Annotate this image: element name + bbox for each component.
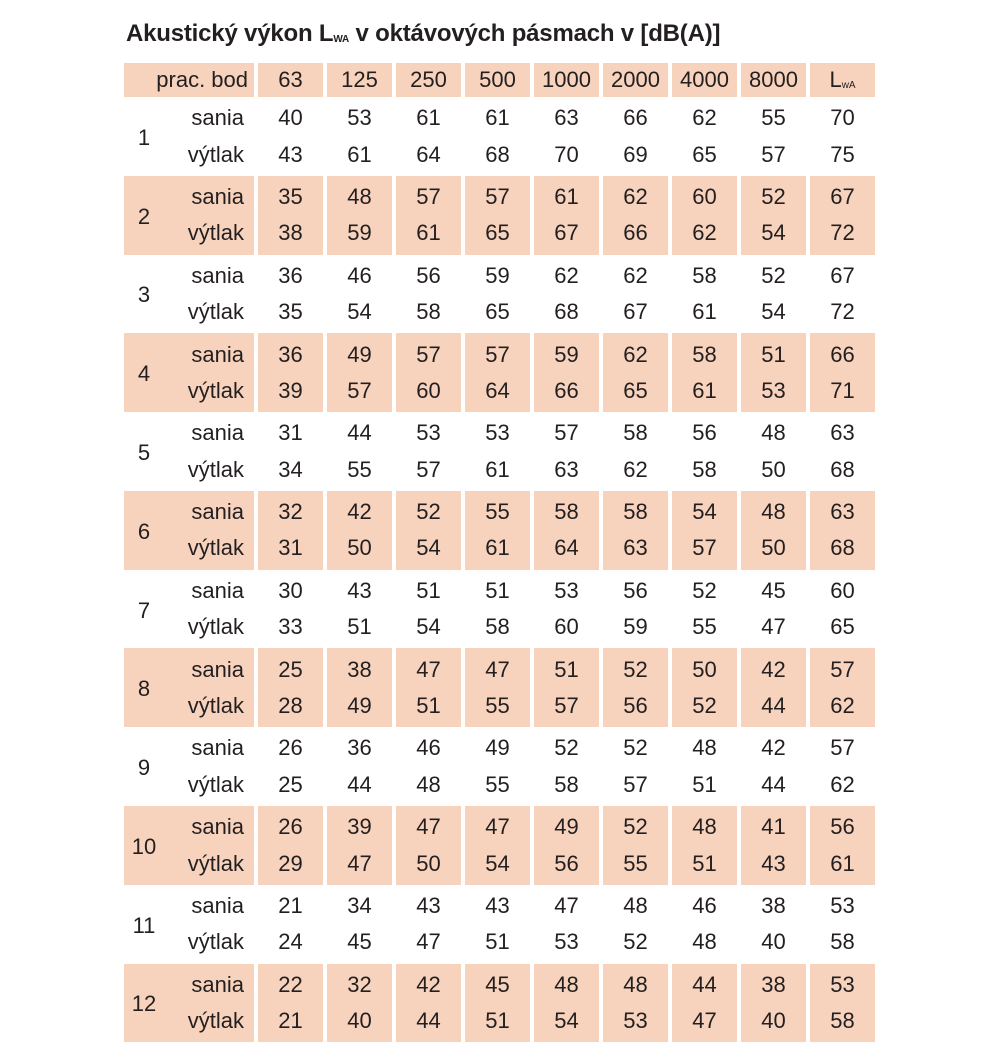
band-value-cell: 61 bbox=[392, 215, 461, 254]
discharge-label: výtlak bbox=[164, 215, 254, 254]
band-value-cell: 48 bbox=[623, 893, 648, 918]
band-value-cell: 51 bbox=[737, 333, 806, 372]
band-value-cell: 34 bbox=[347, 893, 372, 918]
title-text: Akustický výkon L bbox=[126, 20, 334, 47]
band-value-cell: 67 bbox=[530, 215, 599, 254]
band-value-cell: 65 bbox=[485, 299, 510, 325]
band-value-cell: 43 bbox=[416, 893, 441, 918]
table-row bbox=[124, 412, 875, 451]
band-value-cell: 45 bbox=[461, 964, 530, 1003]
table-title bbox=[126, 20, 720, 48]
band-value-cell: 52 bbox=[599, 806, 668, 845]
band-value-cell: 40 bbox=[761, 929, 786, 955]
band-value-cell: 53 bbox=[554, 577, 579, 603]
band-value-cell: 57 bbox=[668, 530, 737, 569]
table-row bbox=[124, 609, 875, 648]
total-lwa-cell: 60 bbox=[830, 577, 855, 603]
band-value-cell: 59 bbox=[623, 614, 648, 640]
band-value-cell: 48 bbox=[692, 929, 717, 955]
table-row bbox=[124, 648, 875, 687]
total-lwa-cell: 65 bbox=[830, 614, 855, 640]
band-value-cell: 65 bbox=[692, 141, 717, 167]
operating-point-number: 4 bbox=[124, 333, 164, 412]
title-suffix: v oktávových pásmach v [dB(A)] bbox=[349, 20, 721, 47]
table-row bbox=[124, 255, 875, 294]
band-value-cell: 57 bbox=[392, 333, 461, 372]
band-value-cell: 62 bbox=[599, 176, 668, 215]
band-value-cell: 63 bbox=[599, 530, 668, 569]
band-value-cell: 48 bbox=[530, 964, 599, 1003]
total-lwa-cell: 63 bbox=[806, 491, 875, 530]
band-value-cell: 61 bbox=[416, 105, 441, 131]
band-value-cell: 50 bbox=[761, 456, 786, 482]
acoustic-power-table bbox=[124, 63, 875, 1042]
header-band: 63 bbox=[254, 63, 323, 97]
band-value-cell: 47 bbox=[461, 806, 530, 845]
band-value-cell: 49 bbox=[530, 806, 599, 845]
band-value-cell: 25 bbox=[254, 648, 323, 687]
header-operating-point: prac. bod bbox=[124, 63, 254, 97]
band-value-cell: 52 bbox=[737, 176, 806, 215]
total-lwa-cell: 62 bbox=[806, 688, 875, 727]
band-value-cell: 47 bbox=[416, 929, 441, 955]
band-value-cell: 58 bbox=[692, 456, 717, 482]
band-value-cell: 49 bbox=[323, 688, 392, 727]
band-value-cell: 42 bbox=[737, 648, 806, 687]
header-band: 4000 bbox=[668, 63, 737, 97]
band-value-cell: 50 bbox=[323, 530, 392, 569]
band-value-cell: 61 bbox=[668, 373, 737, 412]
band-value-cell: 57 bbox=[530, 688, 599, 727]
band-value-cell: 62 bbox=[554, 262, 579, 288]
discharge-label: výtlak bbox=[187, 929, 245, 955]
band-value-cell: 55 bbox=[485, 771, 510, 797]
band-value-cell: 59 bbox=[530, 333, 599, 372]
band-value-cell: 22 bbox=[254, 964, 323, 1003]
band-value-cell: 60 bbox=[668, 176, 737, 215]
band-value-cell: 42 bbox=[761, 735, 786, 761]
band-value-cell: 54 bbox=[530, 1003, 599, 1042]
band-value-cell: 52 bbox=[668, 688, 737, 727]
band-value-cell: 55 bbox=[599, 845, 668, 884]
operating-point-number: 2 bbox=[124, 176, 164, 255]
total-lwa-cell: 53 bbox=[830, 893, 855, 918]
discharge-label: výtlak bbox=[187, 614, 245, 640]
band-value-cell: 66 bbox=[599, 215, 668, 254]
total-lwa-cell: 68 bbox=[830, 456, 855, 482]
operating-point-number: 3 bbox=[137, 282, 151, 308]
band-value-cell: 54 bbox=[761, 299, 786, 325]
band-value-cell: 47 bbox=[323, 845, 392, 884]
band-value-cell: 57 bbox=[554, 420, 579, 446]
band-value-cell: 24 bbox=[278, 929, 303, 955]
band-value-cell: 44 bbox=[347, 771, 372, 797]
band-value-cell: 46 bbox=[416, 735, 441, 761]
discharge-label: výtlak bbox=[164, 373, 254, 412]
band-value-cell: 48 bbox=[323, 176, 392, 215]
band-value-cell: 40 bbox=[278, 105, 303, 131]
total-lwa-cell: 56 bbox=[806, 806, 875, 845]
band-value-cell: 58 bbox=[623, 420, 648, 446]
band-value-cell: 56 bbox=[692, 420, 717, 446]
band-value-cell: 38 bbox=[737, 964, 806, 1003]
band-value-cell: 36 bbox=[347, 735, 372, 761]
operating-point-number: 11 bbox=[132, 912, 156, 938]
band-value-cell: 48 bbox=[416, 771, 441, 797]
band-value-cell: 53 bbox=[737, 373, 806, 412]
band-value-cell: 62 bbox=[623, 456, 648, 482]
band-value-cell: 58 bbox=[530, 491, 599, 530]
band-value-cell: 64 bbox=[416, 141, 441, 167]
table-body bbox=[124, 97, 875, 1042]
band-value-cell: 53 bbox=[416, 420, 441, 446]
table-row bbox=[124, 767, 875, 806]
band-value-cell: 47 bbox=[461, 648, 530, 687]
suction-label: sania bbox=[191, 420, 245, 446]
band-value-cell: 66 bbox=[530, 373, 599, 412]
band-value-cell: 55 bbox=[461, 688, 530, 727]
band-value-cell: 25 bbox=[278, 771, 303, 797]
band-value-cell: 31 bbox=[254, 530, 323, 569]
band-value-cell: 46 bbox=[692, 893, 717, 918]
discharge-label: výtlak bbox=[187, 299, 245, 325]
band-value-cell: 48 bbox=[668, 806, 737, 845]
band-value-cell: 63 bbox=[554, 456, 579, 482]
band-value-cell: 60 bbox=[392, 373, 461, 412]
band-value-cell: 58 bbox=[599, 491, 668, 530]
band-value-cell: 54 bbox=[416, 614, 441, 640]
band-value-cell: 21 bbox=[254, 1003, 323, 1042]
band-value-cell: 30 bbox=[278, 577, 303, 603]
table-row bbox=[124, 727, 875, 766]
band-value-cell: 54 bbox=[737, 215, 806, 254]
header-band: 125 bbox=[323, 63, 392, 97]
band-value-cell: 28 bbox=[254, 688, 323, 727]
band-value-cell: 48 bbox=[761, 420, 786, 446]
band-value-cell: 47 bbox=[392, 648, 461, 687]
band-value-cell: 59 bbox=[485, 262, 510, 288]
suction-label: sania bbox=[191, 577, 245, 603]
band-value-cell: 51 bbox=[668, 845, 737, 884]
table-row bbox=[124, 806, 875, 845]
discharge-label: výtlak bbox=[187, 771, 245, 797]
band-value-cell: 43 bbox=[347, 577, 372, 603]
band-value-cell: 52 bbox=[392, 491, 461, 530]
band-value-cell: 32 bbox=[254, 491, 323, 530]
band-value-cell: 43 bbox=[485, 893, 510, 918]
table-row bbox=[124, 1003, 875, 1042]
operating-point-number: 1 bbox=[137, 124, 151, 150]
band-value-cell: 47 bbox=[668, 1003, 737, 1042]
total-lwa-cell: 63 bbox=[830, 420, 855, 446]
table-row bbox=[124, 688, 875, 727]
band-value-cell: 40 bbox=[323, 1003, 392, 1042]
band-value-cell: 56 bbox=[416, 262, 441, 288]
band-value-cell: 58 bbox=[416, 299, 441, 325]
band-value-cell: 63 bbox=[554, 105, 579, 131]
band-value-cell: 50 bbox=[668, 648, 737, 687]
suction-label: sania bbox=[164, 176, 254, 215]
band-value-cell: 61 bbox=[461, 530, 530, 569]
band-value-cell: 51 bbox=[485, 577, 510, 603]
band-value-cell: 45 bbox=[347, 929, 372, 955]
discharge-label: výtlak bbox=[164, 530, 254, 569]
header-total-lwa bbox=[806, 63, 875, 97]
band-value-cell: 54 bbox=[392, 530, 461, 569]
total-lwa-cell: 67 bbox=[830, 262, 855, 288]
table-row bbox=[124, 136, 875, 175]
band-value-cell: 43 bbox=[278, 141, 303, 167]
band-value-cell: 42 bbox=[392, 964, 461, 1003]
table-row bbox=[124, 491, 875, 530]
discharge-label: výtlak bbox=[164, 1003, 254, 1042]
band-value-cell: 49 bbox=[485, 735, 510, 761]
band-value-cell: 47 bbox=[392, 806, 461, 845]
band-value-cell: 58 bbox=[485, 614, 510, 640]
band-value-cell: 52 bbox=[599, 648, 668, 687]
header-band: 500 bbox=[461, 63, 530, 97]
total-lwa-cell: 70 bbox=[830, 105, 855, 131]
suction-label: sania bbox=[191, 105, 245, 131]
band-value-cell: 47 bbox=[761, 614, 786, 640]
band-value-cell: 54 bbox=[668, 491, 737, 530]
band-value-cell: 62 bbox=[599, 333, 668, 372]
discharge-label: výtlak bbox=[187, 456, 245, 482]
total-lwa-cell: 72 bbox=[830, 299, 855, 325]
table-row bbox=[124, 294, 875, 333]
band-value-cell: 51 bbox=[347, 614, 372, 640]
band-value-cell: 35 bbox=[278, 299, 303, 325]
table-row bbox=[124, 97, 875, 136]
suction-label: sania bbox=[164, 491, 254, 530]
operating-point-number: 6 bbox=[124, 491, 164, 570]
total-lwa-cell: 58 bbox=[806, 1003, 875, 1042]
total-lwa-cell: 67 bbox=[806, 176, 875, 215]
band-value-cell: 57 bbox=[461, 176, 530, 215]
band-value-cell: 52 bbox=[761, 262, 786, 288]
table-row bbox=[124, 570, 875, 609]
total-lwa-cell: 58 bbox=[830, 929, 855, 955]
band-value-cell: 54 bbox=[461, 845, 530, 884]
band-value-cell: 53 bbox=[599, 1003, 668, 1042]
band-value-cell: 68 bbox=[554, 299, 579, 325]
table-row bbox=[124, 845, 875, 884]
band-value-cell: 50 bbox=[392, 845, 461, 884]
suction-label: sania bbox=[164, 806, 254, 845]
band-value-cell: 52 bbox=[623, 735, 648, 761]
suction-label: sania bbox=[164, 333, 254, 372]
header-band: 2000 bbox=[599, 63, 668, 97]
band-value-cell: 61 bbox=[485, 456, 510, 482]
band-value-cell: 70 bbox=[554, 141, 579, 167]
band-value-cell: 32 bbox=[323, 964, 392, 1003]
band-value-cell: 56 bbox=[599, 688, 668, 727]
band-value-cell: 64 bbox=[530, 530, 599, 569]
band-value-cell: 49 bbox=[323, 333, 392, 372]
band-value-cell: 46 bbox=[347, 262, 372, 288]
table-row bbox=[124, 964, 875, 1003]
band-value-cell: 64 bbox=[461, 373, 530, 412]
band-value-cell: 39 bbox=[254, 373, 323, 412]
discharge-label: výtlak bbox=[164, 688, 254, 727]
table-row bbox=[124, 176, 875, 215]
band-value-cell: 59 bbox=[323, 215, 392, 254]
operating-point-number: 10 bbox=[124, 806, 164, 885]
band-value-cell: 36 bbox=[254, 333, 323, 372]
band-value-cell: 26 bbox=[278, 735, 303, 761]
operating-point-number: 9 bbox=[137, 755, 151, 781]
band-value-cell: 52 bbox=[692, 577, 717, 603]
operating-point-number: 12 bbox=[124, 964, 164, 1042]
band-value-cell: 55 bbox=[761, 105, 786, 131]
band-value-cell: 62 bbox=[623, 262, 648, 288]
table-row bbox=[124, 530, 875, 569]
suction-label: sania bbox=[164, 648, 254, 687]
band-value-cell: 56 bbox=[530, 845, 599, 884]
band-value-cell: 58 bbox=[692, 262, 717, 288]
suction-label: sania bbox=[164, 964, 254, 1003]
band-value-cell: 62 bbox=[692, 105, 717, 131]
band-value-cell: 55 bbox=[347, 456, 372, 482]
header-band: 1000 bbox=[530, 63, 599, 97]
table-row bbox=[124, 373, 875, 412]
band-value-cell: 54 bbox=[347, 299, 372, 325]
total-lwa-cell: 62 bbox=[830, 771, 855, 797]
band-value-cell: 57 bbox=[761, 141, 786, 167]
total-lwa-cell: 72 bbox=[806, 215, 875, 254]
band-value-cell: 61 bbox=[347, 141, 372, 167]
band-value-cell: 51 bbox=[530, 648, 599, 687]
band-value-cell: 58 bbox=[668, 333, 737, 372]
lwa-letter: L bbox=[829, 67, 842, 92]
band-value-cell: 58 bbox=[554, 771, 579, 797]
suction-label: sania bbox=[191, 893, 245, 918]
band-value-cell: 57 bbox=[461, 333, 530, 372]
band-value-cell: 53 bbox=[554, 929, 579, 955]
band-value-cell: 68 bbox=[485, 141, 510, 167]
band-value-cell: 51 bbox=[692, 771, 717, 797]
total-lwa-cell: 57 bbox=[806, 648, 875, 687]
table-row bbox=[124, 885, 875, 924]
table-row bbox=[124, 452, 875, 491]
header-band: 8000 bbox=[737, 63, 806, 97]
band-value-cell: 51 bbox=[461, 1003, 530, 1042]
band-value-cell: 52 bbox=[623, 929, 648, 955]
band-value-cell: 39 bbox=[323, 806, 392, 845]
band-value-cell: 66 bbox=[623, 105, 648, 131]
band-value-cell: 31 bbox=[278, 420, 303, 446]
band-value-cell: 61 bbox=[485, 105, 510, 131]
band-value-cell: 38 bbox=[323, 648, 392, 687]
table-row bbox=[124, 333, 875, 372]
band-value-cell: 48 bbox=[737, 491, 806, 530]
band-value-cell: 50 bbox=[737, 530, 806, 569]
band-value-cell: 26 bbox=[254, 806, 323, 845]
band-value-cell: 38 bbox=[761, 893, 786, 918]
band-value-cell: 45 bbox=[761, 577, 786, 603]
band-value-cell: 21 bbox=[278, 893, 303, 918]
discharge-label: výtlak bbox=[187, 141, 245, 167]
band-value-cell: 44 bbox=[392, 1003, 461, 1042]
band-value-cell: 48 bbox=[599, 964, 668, 1003]
band-value-cell: 29 bbox=[254, 845, 323, 884]
band-value-cell: 44 bbox=[737, 688, 806, 727]
band-value-cell: 53 bbox=[347, 105, 372, 131]
band-value-cell: 57 bbox=[392, 176, 461, 215]
total-lwa-cell: 71 bbox=[806, 373, 875, 412]
lwa-label bbox=[829, 67, 855, 93]
band-value-cell: 67 bbox=[623, 299, 648, 325]
band-value-cell: 34 bbox=[278, 456, 303, 482]
band-value-cell: 48 bbox=[692, 735, 717, 761]
band-value-cell: 53 bbox=[485, 420, 510, 446]
band-value-cell: 44 bbox=[347, 420, 372, 446]
title-subscript: WA bbox=[333, 34, 350, 45]
band-value-cell: 47 bbox=[554, 893, 579, 918]
band-value-cell: 41 bbox=[737, 806, 806, 845]
operating-point-number: 7 bbox=[137, 597, 151, 623]
band-value-cell: 62 bbox=[668, 215, 737, 254]
band-value-cell: 44 bbox=[668, 964, 737, 1003]
total-lwa-cell: 75 bbox=[830, 141, 855, 167]
band-value-cell: 57 bbox=[323, 373, 392, 412]
band-value-cell: 44 bbox=[761, 771, 786, 797]
total-lwa-cell: 57 bbox=[830, 735, 855, 761]
total-lwa-cell: 66 bbox=[806, 333, 875, 372]
discharge-label: výtlak bbox=[164, 845, 254, 884]
band-value-cell: 38 bbox=[254, 215, 323, 254]
band-value-cell: 60 bbox=[554, 614, 579, 640]
total-lwa-cell: 53 bbox=[806, 964, 875, 1003]
band-value-cell: 56 bbox=[623, 577, 648, 603]
band-value-cell: 52 bbox=[554, 735, 579, 761]
total-lwa-cell: 68 bbox=[806, 530, 875, 569]
band-value-cell: 57 bbox=[416, 456, 441, 482]
band-value-cell: 65 bbox=[461, 215, 530, 254]
table-header-row bbox=[124, 63, 875, 97]
band-value-cell: 51 bbox=[392, 688, 461, 727]
band-value-cell: 55 bbox=[461, 491, 530, 530]
band-value-cell: 35 bbox=[254, 176, 323, 215]
band-value-cell: 33 bbox=[278, 614, 303, 640]
band-value-cell: 61 bbox=[530, 176, 599, 215]
band-value-cell: 36 bbox=[278, 262, 303, 288]
band-value-cell: 69 bbox=[623, 141, 648, 167]
band-value-cell: 57 bbox=[623, 771, 648, 797]
band-value-cell: 55 bbox=[692, 614, 717, 640]
band-value-cell: 42 bbox=[323, 491, 392, 530]
suction-label: sania bbox=[191, 262, 245, 288]
total-lwa-cell: 61 bbox=[806, 845, 875, 884]
operating-point-number: 8 bbox=[124, 648, 164, 727]
operating-point-number: 5 bbox=[137, 440, 151, 466]
lwa-subscript: wA bbox=[841, 80, 856, 91]
table-row bbox=[124, 924, 875, 963]
table-row bbox=[124, 215, 875, 254]
band-value-cell: 40 bbox=[737, 1003, 806, 1042]
band-value-cell: 51 bbox=[485, 929, 510, 955]
band-value-cell: 51 bbox=[416, 577, 441, 603]
band-value-cell: 43 bbox=[737, 845, 806, 884]
header-band: 250 bbox=[392, 63, 461, 97]
band-value-cell: 61 bbox=[692, 299, 717, 325]
suction-label: sania bbox=[191, 735, 245, 761]
band-value-cell: 65 bbox=[599, 373, 668, 412]
